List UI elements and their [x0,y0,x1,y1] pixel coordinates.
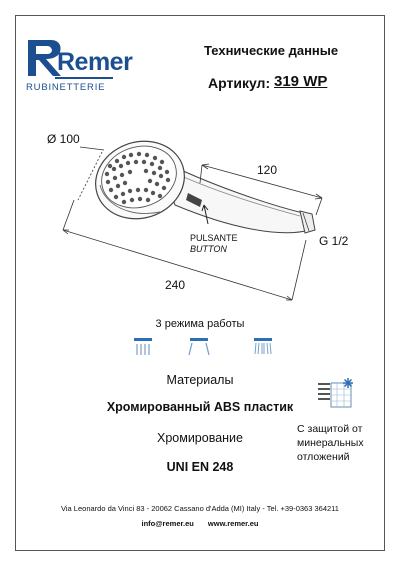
anti-limescale-text [297,422,382,464]
article-label: Артикул: [208,75,271,91]
plating-value: UNI EN 248 [166,460,234,474]
anti-limescale-line-2: минеральных [297,437,364,449]
spray-modes-label: 3 режима работы [155,318,245,330]
materials-label: Материалы [166,373,234,387]
dimension-handle-length: 120 [257,163,278,177]
plating-label: Хромирование [156,431,243,445]
anti-limescale-line-1: С защитой от [297,423,363,435]
anti-limescale-line-3: отложений [297,451,350,463]
massage-spray-icon [253,337,273,357]
article-value: 319 WP [274,73,328,90]
page-title: Технические данные [204,43,339,58]
footer-website-link[interactable]: www.remer.eu [207,519,259,528]
brand-name: Remer [57,48,133,76]
brand-subtitle: RUBINETTERIE [26,82,106,93]
dimension-diameter: Ø 100 [47,132,80,146]
button-label-en: BUTTON [190,244,227,254]
dimension-total-length: 240 [165,278,186,292]
dimension-connection: G 1/2 [319,234,349,248]
materials-value: Хромированный ABS пластик [106,400,294,414]
rain-spray-icon [133,337,153,357]
wide-spray-icon [187,337,211,357]
footer-contacts [0,519,400,528]
anti-limescale-icon [316,378,356,412]
button-callout [190,233,238,255]
footer-email-link[interactable]: info@remer.eu [141,519,194,528]
button-label-it: PULSANTE [190,233,238,243]
footer-address: Via Leonardo da Vinci 83 - 20062 Cassano d'Adda (MI) Italy - Tel. +39-0363 364211 [61,504,339,513]
